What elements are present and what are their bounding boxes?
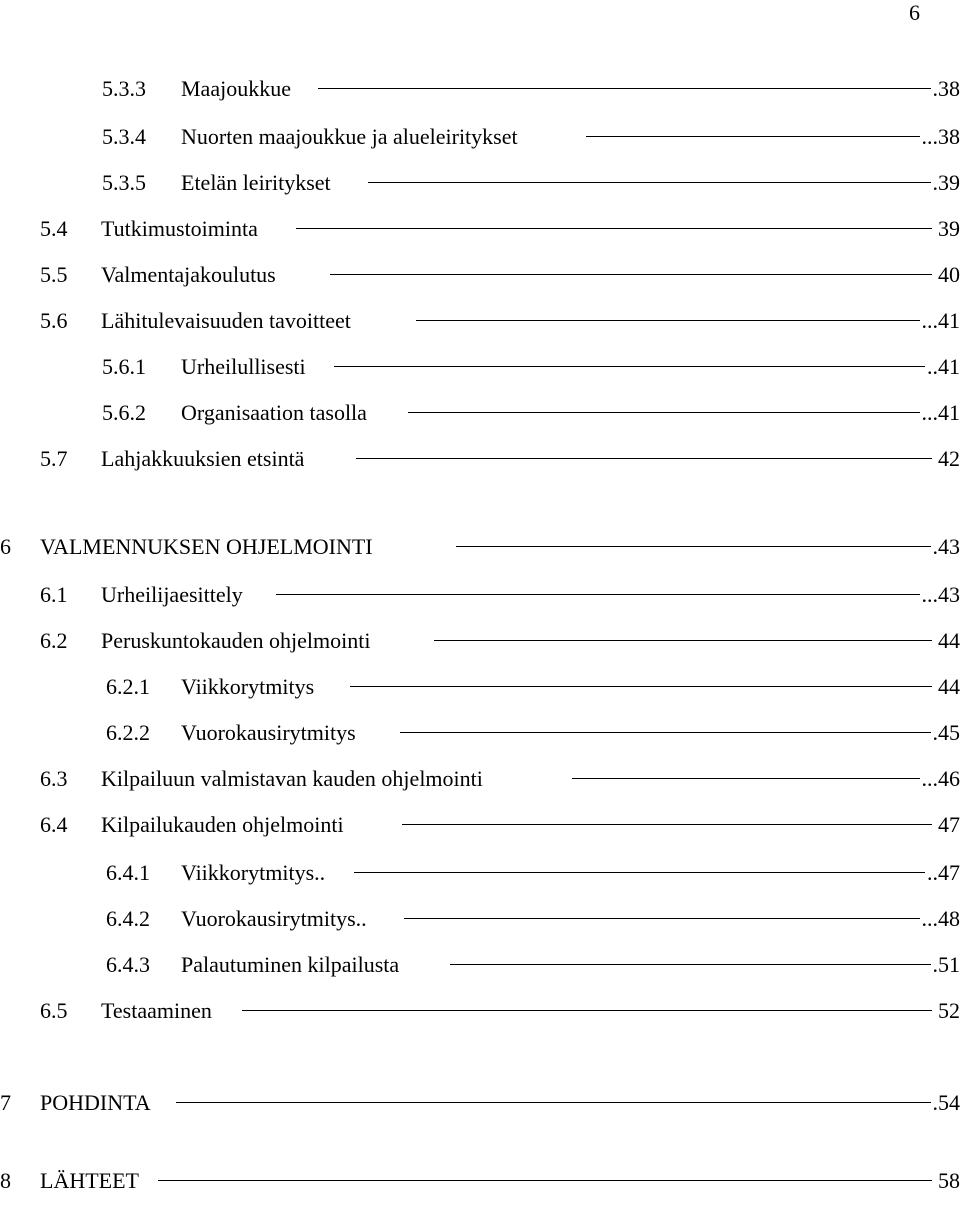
toc-entry-title: Tutkimustoiminta (101, 216, 258, 241)
toc-entry-page: 44 (936, 626, 960, 656)
toc-entry-page: ...41 (920, 398, 960, 428)
toc-entry-page: .38 (931, 74, 960, 104)
toc-entry[interactable] (0, 1166, 960, 1196)
toc-leader (450, 964, 932, 965)
toc-entry-title: Vuorokausirytmitys (181, 720, 356, 745)
page-number: 6 (909, 0, 920, 25)
toc-leader (404, 918, 932, 919)
toc-entry-number: 8 (0, 1168, 11, 1193)
toc-leader (572, 778, 932, 779)
toc-entry-page: ...38 (920, 122, 960, 152)
toc-leader (408, 412, 932, 413)
toc-leader (368, 182, 932, 183)
toc-entry-number: 6.2.2 (106, 720, 150, 745)
toc-entry-number: 6 (0, 534, 11, 559)
toc-leader (400, 732, 932, 733)
toc-entry-page: 40 (936, 260, 960, 290)
toc-entry-page: .45 (931, 718, 960, 748)
toc-entry-number: 6.4.1 (106, 860, 150, 885)
toc-leader (416, 320, 932, 321)
toc-entry-title: Kilpailukauden ohjelmointi (101, 812, 344, 837)
toc-entry-number: 6.3 (40, 766, 68, 791)
toc-entry-title: Peruskuntokauden ohjelmointi (101, 628, 371, 653)
toc-entry-title: VALMENNUKSEN OHJELMOINTI (40, 534, 373, 559)
toc-entry-title: Etelän leiritykset (181, 170, 331, 195)
toc-leader (586, 136, 932, 137)
toc-leader (242, 1010, 932, 1011)
toc-entry[interactable] (102, 74, 960, 104)
toc-entry-number: 5.4 (40, 216, 68, 241)
toc-entry-number: 6.5 (40, 998, 68, 1023)
toc-entry-number: 5.7 (40, 446, 68, 471)
toc-entry-number: 6.4.2 (106, 906, 150, 931)
toc-entry-number: 5.3.5 (102, 170, 146, 195)
toc-entry[interactable] (40, 810, 960, 840)
toc-entry-title: LÄHTEET (40, 1168, 139, 1193)
toc-entry[interactable] (40, 444, 960, 474)
toc-entry[interactable] (102, 168, 960, 198)
toc-entry[interactable] (40, 764, 960, 794)
toc-entry[interactable] (106, 858, 960, 888)
toc-entry-number: 6.2.1 (106, 674, 150, 699)
toc-entry[interactable] (106, 672, 960, 702)
toc-entry-title: Viikkorytmitys (181, 674, 315, 699)
toc-entry[interactable] (40, 626, 960, 656)
toc-leader (456, 546, 932, 547)
toc-entry-number: 5.6 (40, 308, 68, 333)
toc-leader (296, 228, 932, 229)
toc-leader (350, 686, 932, 687)
toc-leader (276, 594, 932, 595)
toc-entry-title: Viikkorytmitys.. (181, 860, 326, 885)
toc-entry[interactable] (40, 996, 960, 1026)
toc-entry-number: 6.2 (40, 628, 68, 653)
toc-entry-page: 42 (936, 444, 960, 474)
toc-entry-page: .43 (931, 532, 960, 562)
toc-entry-title: Kilpailuun valmistavan kauden ohjelmointi (101, 766, 483, 791)
toc-entry-title: Organisaation tasolla (181, 400, 367, 425)
toc-entry-number: 5.5 (40, 262, 68, 287)
toc-entry-title: POHDINTA (40, 1090, 151, 1115)
toc-entry-page: 44 (936, 672, 960, 702)
toc-entry-title: Nuorten maajoukkue ja alueleiritykset (181, 124, 518, 149)
toc-leader (434, 640, 932, 641)
toc-leader (158, 1180, 932, 1181)
toc-entry-title: Testaaminen (101, 998, 212, 1023)
toc-entry-number: 5.6.1 (102, 354, 146, 379)
toc-entry-title: Lahjakkuuksien etsintä (101, 446, 305, 471)
toc-leader (356, 458, 932, 459)
toc-leader (330, 274, 932, 275)
toc-entry-title: Valmentajakoulutus (101, 262, 276, 287)
toc-entry-page: ...46 (920, 764, 960, 794)
toc-entry-number: 5.3.3 (102, 76, 146, 101)
toc-entry-title: Lähitulevaisuuden tavoitteet (101, 308, 351, 333)
toc-entry[interactable] (106, 718, 960, 748)
toc-entry-title: Vuorokausirytmitys.. (181, 906, 367, 931)
toc-entry-number: 6.4.3 (106, 952, 150, 977)
toc-entry[interactable] (40, 306, 960, 336)
toc-entry[interactable] (106, 950, 960, 980)
toc-entry-page: 58 (936, 1166, 960, 1196)
toc-leader (176, 1102, 932, 1103)
toc-entry[interactable] (102, 398, 960, 428)
toc-entry[interactable] (102, 122, 960, 152)
toc-entry-page: .39 (931, 168, 960, 198)
toc-entry-title: Urheilullisesti (181, 354, 306, 379)
toc-entry-page: 39 (936, 214, 960, 244)
toc-entry-title: Palautuminen kilpailusta (181, 952, 400, 977)
toc-entry-number: 7 (0, 1090, 11, 1115)
toc-entry-page: ..47 (925, 858, 960, 888)
toc-entry[interactable] (0, 1088, 960, 1118)
toc-entry-page: .51 (931, 950, 960, 980)
toc-entry-page: 52 (936, 996, 960, 1026)
toc-leader (402, 824, 932, 825)
toc-entry-number: 6.1 (40, 582, 68, 607)
toc-entry[interactable] (106, 904, 960, 934)
toc-entry-page: 47 (936, 810, 960, 840)
toc-entry-page: .54 (931, 1088, 960, 1118)
toc-entry-page: ...41 (920, 306, 960, 336)
toc-entry[interactable] (40, 260, 960, 290)
toc-leader (334, 366, 932, 367)
toc-entry[interactable] (40, 214, 960, 244)
toc-entry-number: 5.6.2 (102, 400, 146, 425)
toc-entry-page: ...48 (920, 904, 960, 934)
toc-entry-page: ...43 (920, 580, 960, 610)
toc-entry-title: Urheilijaesittely (101, 582, 243, 607)
toc-entry-page: ..41 (925, 352, 960, 382)
toc-entry-number: 5.3.4 (102, 124, 146, 149)
toc-leader (318, 88, 932, 89)
toc-entry-number: 6.4 (40, 812, 68, 837)
toc-entry[interactable] (0, 532, 960, 562)
toc-entry-title: Maajoukkue (181, 76, 291, 101)
toc-entry[interactable] (40, 580, 960, 610)
toc-entry[interactable] (102, 352, 960, 382)
toc-leader (354, 872, 932, 873)
